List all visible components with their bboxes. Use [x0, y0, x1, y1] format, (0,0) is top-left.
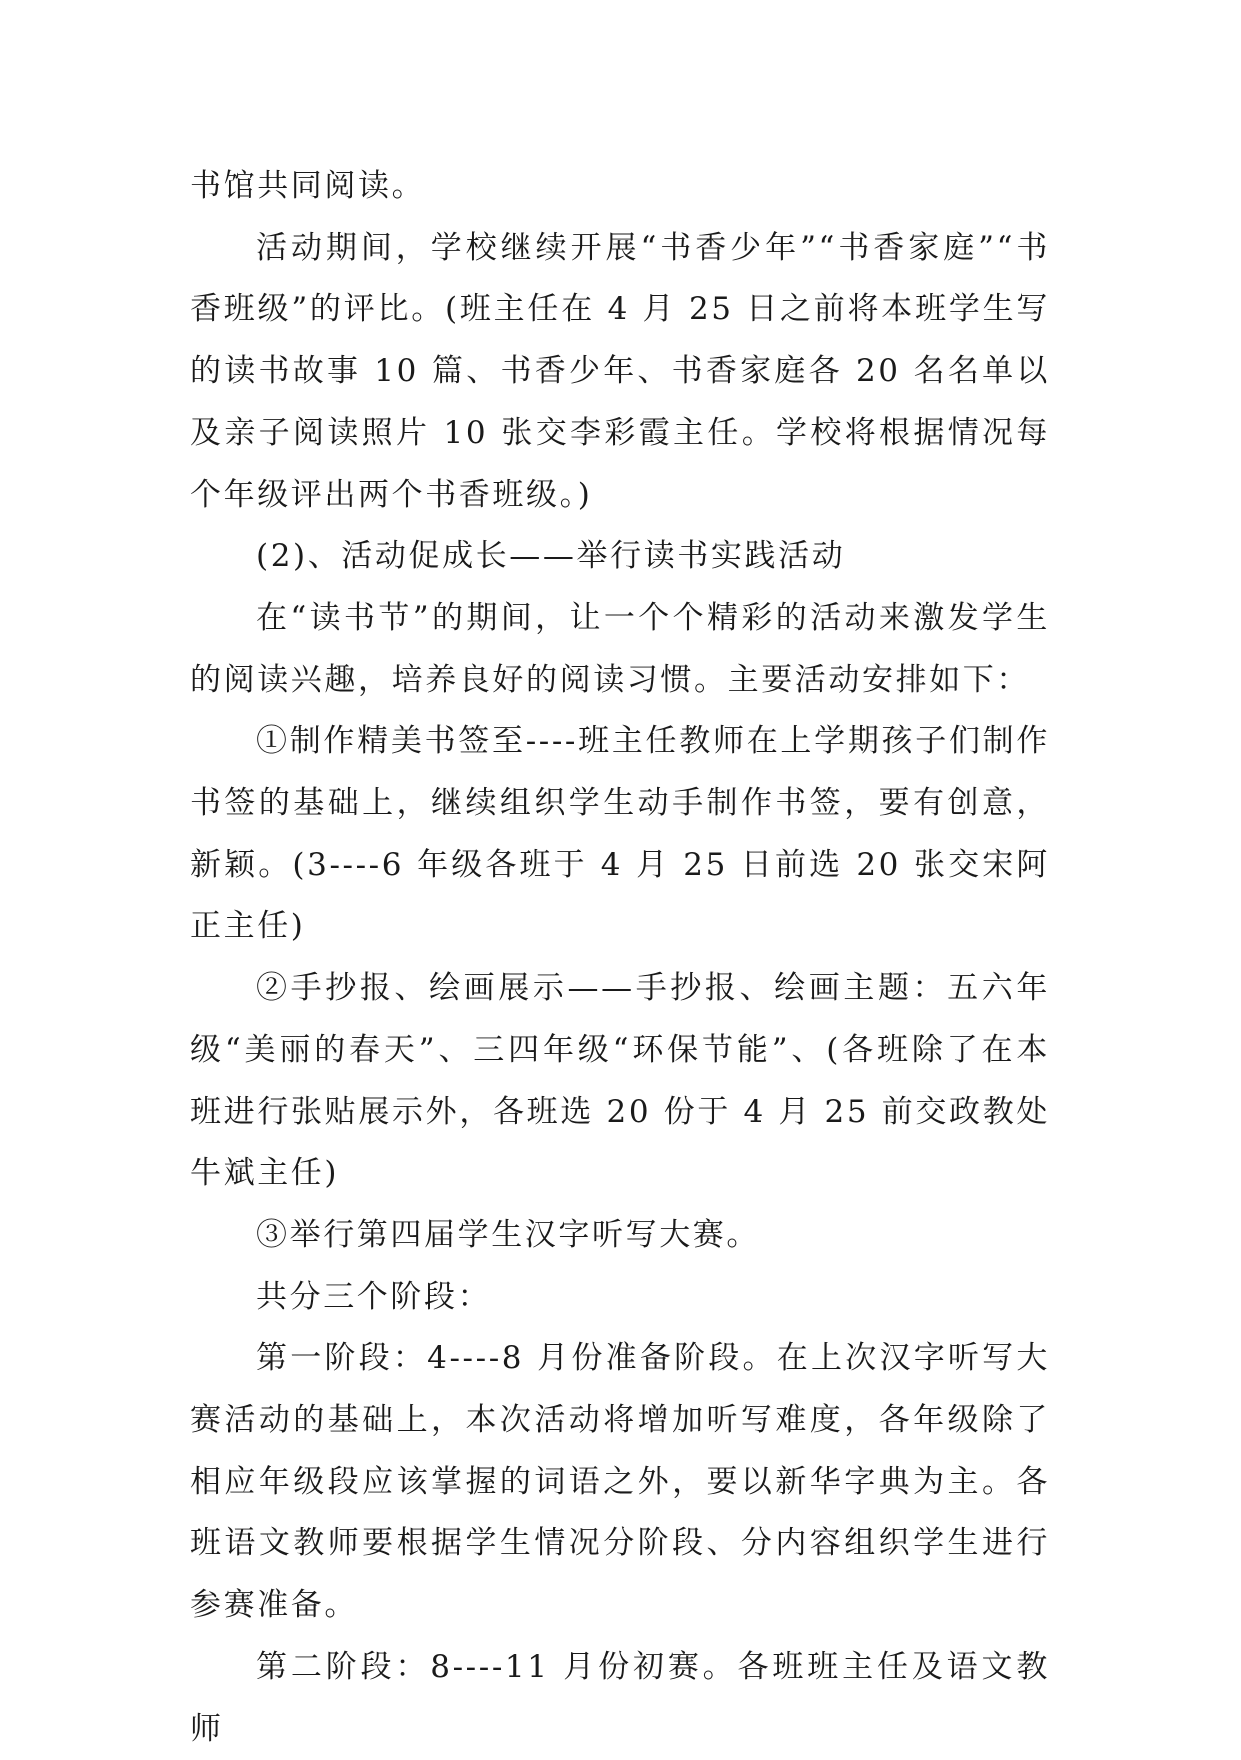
- section-heading: (2)、活动促成长——举行读书实践活动: [256, 538, 846, 575]
- paragraph: 在“读书节”的期间，让一个个精彩的活动来激发学生的阅读兴趣，培养良好的阅读习惯。主要活动安排如下：: [190, 599, 1050, 698]
- paragraph: 第二阶段：8----11 月份初赛。各班班主任及语文教师: [190, 1648, 1050, 1747]
- paragraph: 第一阶段：4----8 月份准备阶段。在上次汉字听写大赛活动的基础上，本次活动将增加听写难度，各年级除了相应年级段应该掌握的词语之外，要以新华字典为主。各班语文教师要根据学生情况分阶段、分内容组织学生进行参赛准备。: [190, 1340, 1050, 1624]
- list-item: ①制作精美书签至----班主任教师在上学期孩子们制作书签的基础上，继续组织学生动手制作书签，要有创意，新颖。(3----6 年级各班于 4 月 25 日前选 20 张交宋阿正主任): [190, 723, 1050, 945]
- paragraph: 书馆共同阅读。: [190, 168, 426, 204]
- document-body: [190, 156, 1050, 1760]
- list-item: ③举行第四届学生汉字听写大赛。: [256, 1216, 760, 1253]
- list-item: ②手抄报、绘画展示——手抄报、绘画主题：五六年级“美丽的春天”、三四年级“环保节能”、(各班除了在本班进行张贴展示外，各班选 20 份于 4 月 25 前交政教处牛斌主任): [190, 970, 1050, 1192]
- paragraph: 活动期间，学校继续开展“书香少年”“书香家庭”“书香班级”的评比。(班主任在 4 月 25 日之前将本班学生写的读书故事 10 篇、书香少年、书香家庭各 20 名名单以及亲子阅读照片 10 张交李彩霞主任。学校将根据情况每个年级评出两个书香班级。): [190, 229, 1050, 513]
- paragraph: 共分三个阶段：: [256, 1278, 492, 1315]
